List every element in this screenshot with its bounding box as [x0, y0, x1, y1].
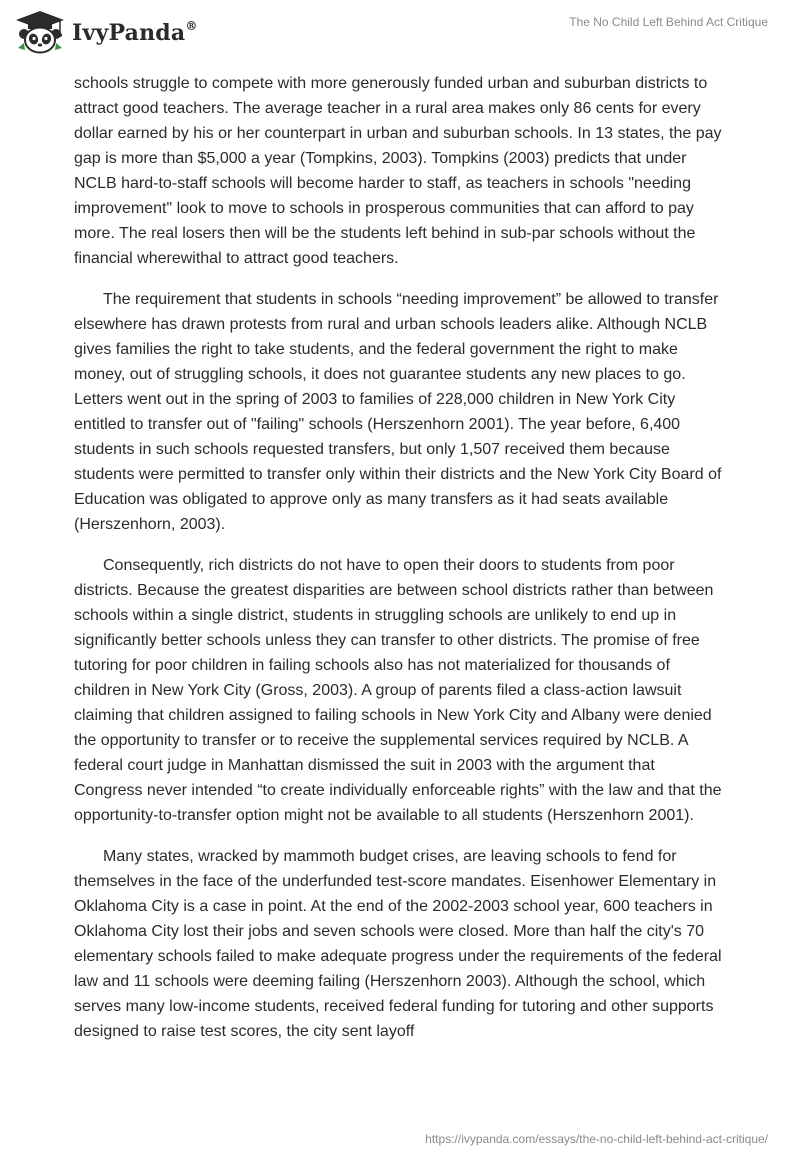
source-url-link[interactable]: https://ivypanda.com/essays/the-no-child-left-behind-act-critique/ [425, 1132, 768, 1146]
paragraph-4: Many states, wracked by mammoth budget crises, are leaving schools to fend for themselves in the face of the underfunded test-score mandates. Eisenhower Elementary in Oklahoma City is a case in point. At the end of the 2002-2003 school year, 600 teachers in Oklahoma City lost their jobs and seven schools were closed. More than half the city's 70 elementary schools failed to make adequate progress under the requirements of the federal law and 11 schools were deeming failing (Herszenhorn 2003). Although the school, which serves many low-income students, received federal funding for tutoring and other supports designed to raise test scores, the city sent layoff [74, 848, 722, 1040]
document-title: The No Child Left Behind Act Critique [569, 15, 768, 29]
brand-name-text: IvyPanda [72, 20, 186, 46]
brand-logo[interactable] [14, 10, 198, 54]
paragraph-1: schools struggle to compete with more generously funded urban and suburban districts to attract good teachers. The average teacher in a rural area makes only 86 cents for every dollar earned by his or her counterpart in urban and suburban schools. In 13 states, the pay gap is more than $5,000 a year (Tompkins, 2003). Tompkins (2003) predicts that under NCLB hard-to-staff schools will become harder to staff, as teachers in schools "needing improvement" look to move to schools in prosperous communities that can afford to pay more. The real losers then will be the students left behind in sub-par schools without the financial wherewithal to attract good teachers. [74, 75, 722, 267]
paragraph-3: Consequently, rich districts do not have to open their doors to students from poor districts. Because the greatest disparities are between school districts rather than between schools within a single district, students in struggling schools are unlikely to end up in significantly better schools unless they can transfer to other districts. The promise of free tutoring for poor children in failing schools also has not materialized for thousands of children in New York City (Gross, 2003). A group of parents filed a class-action lawsuit claiming that children assigned to failing schools in New York City and Albany were denied the opportunity to transfer or to receive the supplemental services required by NCLB. A federal court judge in Manhattan dismissed the suit in 2003 with the argument that Congress never intended “to create individually enforceable rights” with the law and that the opportunity-to-transfer option might not be available to all students (Herszenhorn 2001). [74, 557, 722, 824]
registered-mark: ® [185, 18, 198, 33]
brand-name [72, 20, 198, 46]
graduation-cap-panda-icon [14, 10, 66, 54]
paragraph-2: The requirement that students in schools “needing improvement” be allowed to transfer elsewhere has drawn protests from rural and urban schools leaders alike. Although NCLB gives families the right to take students, and the federal government the right to make money, out of struggling schools, it does not guarantee students any new places to go. Letters went out in the spring of 2003 to families of 228,000 children in New York City entitled to transfer out of "failing" schools (Herszenhorn 2001). The year before, 6,400 students in such schools requested transfers, but only 1,507 received them because students were permitted to transfer only within their districts and the New York City Board of Education was obligated to approve only as many transfers as it had seats available (Herszenhorn, 2003). [74, 291, 722, 533]
page-header [0, 0, 800, 64]
essay-body [74, 71, 726, 1060]
